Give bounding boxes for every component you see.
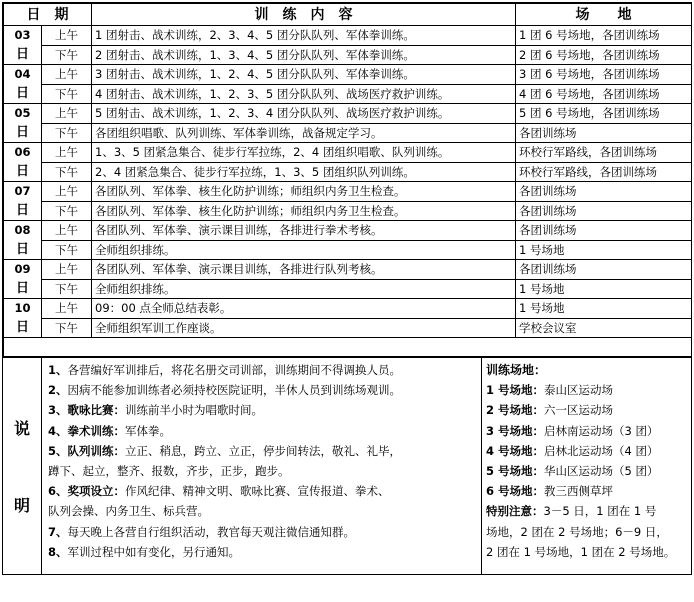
content-cell: 全师组织排练。 [92,279,516,299]
date-cell [4,260,42,299]
content-cell: 4 团射击、战术训练，1、2、3、5 团分队队列、战场医疗救护训练。 [92,84,516,104]
schedule-row [4,143,692,163]
special-note-line: 2 团在 1 号场地，1 团在 2 号场地。 [486,544,676,559]
note-item [48,441,481,461]
venue-item [486,421,691,441]
note-number: 5、 [48,443,68,458]
place-cell: 1 号场地 [516,279,692,299]
notes-label-top: 说 [13,419,30,438]
place-cell: 学校会议室 [516,318,692,338]
special-note-line: 场地，2 团在 2 号场地；6－9 日， [486,524,668,539]
schedule-row [4,240,692,260]
schedule-row [4,65,692,85]
time-slot-cell: 上午 [42,182,92,202]
schedule-row [4,299,692,319]
place-cell: 环校行军路线，各团训练场 [516,143,692,163]
content-cell: 全师组织排练。 [92,240,516,260]
note-number: 1、 [48,363,68,377]
content-cell: 3 团射击、战术训练，1、2、4、5 团分队队列、军体拳训练。 [92,65,516,85]
time-slot-cell: 上午 [42,26,92,46]
content-cell: 1、3、5 团紧急集合、徒步行军拉练，2、4 团组织唱歌、队列训练。 [92,143,516,163]
venue-name: 华山区运动场（5 团） [544,464,659,479]
date-day: 日 [15,86,29,101]
note-text: 立正、稍息，跨立、立正，停步间转法，敬礼、礼毕， [125,443,402,458]
note-text: 队列会操、内务卫生、标兵营。 [48,504,209,519]
venue-key: 2 号场地： [486,403,545,418]
date-cell [4,299,42,338]
venue-name: 教三西侧草坪 [544,484,614,499]
note-key: 拳术训练： [67,423,126,438]
note-text: 训练前半小时为唱歌时间。 [125,403,264,418]
date-cell [4,143,42,182]
venues-title: 训练场地： [486,363,547,377]
note-key: 奖项设立： [67,484,126,499]
notes-label [3,358,42,574]
content-cell: 2、4 团紧急集合、徒步行军拉练，1、3、5 团组织队列训练。 [92,162,516,182]
schedule-row [4,104,692,124]
schedule-row [4,318,692,338]
note-text: 军体拳。 [125,423,172,438]
note-text: 各营编好军训排后，将花名册交司训部，训练期间不得调换人员。 [67,363,402,377]
place-cell: 4 团 6 号场地，各团训练场 [516,84,692,104]
venue-item [486,461,691,481]
venue-key: 4 号场地： [486,443,545,458]
content-cell: 各团队列、军体拳、核生化防护训练；师组织内务卫生检查。 [92,182,516,202]
notes-list [42,358,482,574]
schedule-row [4,162,692,182]
place-cell: 各团训练场 [516,123,692,143]
note-text: 蹲下、起立，整齐、报数，齐步，正步，跑步。 [48,464,290,479]
note-item [48,481,481,501]
place-cell: 5 团 6 号场地，各团训练场 [516,104,692,124]
time-slot-cell: 下午 [42,45,92,65]
note-number: 2、 [48,383,68,398]
schedule-row [4,201,692,221]
venue-name: 泰山区运动场 [544,383,614,398]
schedule-row [4,84,692,104]
note-item [48,421,481,441]
time-slot-cell: 上午 [42,143,92,163]
note-number: 3、 [48,403,68,418]
date-cell [4,104,42,143]
date-day: 日 [15,203,29,218]
header-row [4,4,692,26]
date-number: 03 [14,28,31,42]
time-slot-cell: 下午 [42,240,92,260]
header-date: 日 期 [4,4,92,26]
special-note [486,501,691,521]
venue-name: 启林北运动场（4 团） [544,443,659,458]
schedule-row [4,26,692,46]
note-text: 因病不能参加训练者必须持校医院证明，半休人员到训练场观训。 [67,383,402,398]
header-place: 场 地 [516,4,692,26]
place-cell: 3 团 6 号场地，各团训练场 [516,65,692,85]
note-item [48,501,481,521]
venue-key: 5 号场地： [486,464,545,479]
venue-item [486,481,691,501]
note-number: 8、 [48,544,68,559]
time-slot-cell: 上午 [42,299,92,319]
date-number: 04 [14,67,31,81]
spacer-cell [4,338,692,357]
note-item [48,380,481,400]
time-slot-cell: 上午 [42,221,92,241]
note-item [48,360,481,380]
place-cell: 各团训练场 [516,182,692,202]
venue-item [486,400,691,420]
place-cell: 环校行军路线，各团训练场 [516,162,692,182]
venue-item [486,380,691,400]
content-cell: 5 团射击、战术训练，1、2、3、4 团分队队列、战场医疗救护训练。 [92,104,516,124]
content-cell: 2 团射击、战术训练，1、3、4、5 团分队队列、军体拳训练。 [92,45,516,65]
schedule-row [4,123,692,143]
content-cell: 全师组织军训工作座谈。 [92,318,516,338]
venue-name: 六一区运动场 [544,403,614,418]
date-day: 日 [15,125,29,140]
content-cell: 09：00 点全师总结表彰。 [92,299,516,319]
notes-section [3,357,691,574]
venue-list [486,380,691,501]
time-slot-cell: 下午 [42,201,92,221]
special-note-line: 3－5 日，1 团在 1 号 [543,504,657,519]
venues-box [482,358,691,574]
date-day: 日 [15,164,29,179]
note-item [48,542,481,562]
note-text: 每天晚上各营自行组织活动，教官每天观注微信通知群。 [67,524,356,539]
note-number: 4、 [48,423,68,438]
date-day: 日 [15,281,29,296]
venue-name: 启林南运动场（3 团） [544,423,659,438]
note-number: 7、 [48,524,68,539]
note-number: 6、 [48,484,68,499]
schedule-row [4,279,692,299]
time-slot-cell: 上午 [42,65,92,85]
schedule-row [4,182,692,202]
date-cell [4,221,42,260]
date-cell [4,182,42,221]
time-slot-cell: 上午 [42,260,92,280]
content-cell: 各团队列、军体拳、演示课目训练，各排进行拳术考核。 [92,221,516,241]
place-cell: 1 团 6 号场地，各团训练场 [516,26,692,46]
time-slot-cell: 上午 [42,104,92,124]
venue-key: 1 号场地： [486,383,545,398]
date-number: 08 [14,223,31,237]
time-slot-cell: 下午 [42,84,92,104]
note-item [48,522,481,542]
content-cell: 1 团射击、战术训练，2、3、4、5 团分队队列、军体拳训练。 [92,26,516,46]
date-cell [4,26,42,65]
time-slot-cell: 下午 [42,279,92,299]
schedule-table [3,3,692,357]
schedule-row [4,260,692,280]
schedule-row [4,45,692,65]
special-note-key: 特别注意： [486,504,544,519]
note-key: 队列训练： [67,443,126,458]
place-cell: 各团训练场 [516,260,692,280]
time-slot-cell: 下午 [42,318,92,338]
date-number: 06 [14,145,31,159]
note-key: 歌咏比赛： [67,403,126,418]
content-cell: 各团队列、军体拳、演示课目训练，各排进行队列考核。 [92,260,516,280]
venue-item [486,441,691,461]
schedule-sheet [2,2,692,575]
note-text: 军训过程中如有变化，另行通知。 [67,544,241,559]
spacer-row [4,338,692,357]
schedule-row [4,221,692,241]
note-item [48,461,481,481]
content-cell: 各团组织唱歌、队列训练、军体拳训练，战备规定学习。 [92,123,516,143]
place-cell: 各团训练场 [516,201,692,221]
date-day: 日 [15,320,29,335]
date-day: 日 [15,242,29,257]
place-cell: 1 号场地 [516,240,692,260]
note-item [48,400,481,420]
place-cell: 1 号场地 [516,299,692,319]
date-number: 05 [14,106,31,120]
date-number: 09 [14,262,31,276]
date-day: 日 [15,47,29,62]
place-cell: 各团训练场 [516,221,692,241]
content-cell: 各团队列、军体拳、核生化防护训练；师组织内务卫生检查。 [92,201,516,221]
time-slot-cell: 下午 [42,162,92,182]
date-cell [4,65,42,104]
date-number: 07 [14,184,31,198]
notes-label-bottom: 明 [13,496,30,515]
venue-key: 3 号场地： [486,423,545,438]
venue-key: 6 号场地： [486,484,545,499]
note-text: 作风纪律、精神文明、歌咏比赛、宣传报道、拳术、 [125,484,390,499]
place-cell: 2 团 6 号场地，各团训练场 [516,45,692,65]
time-slot-cell: 下午 [42,123,92,143]
date-number: 10 [14,301,31,315]
header-content: 训 练 内 容 [92,4,516,26]
